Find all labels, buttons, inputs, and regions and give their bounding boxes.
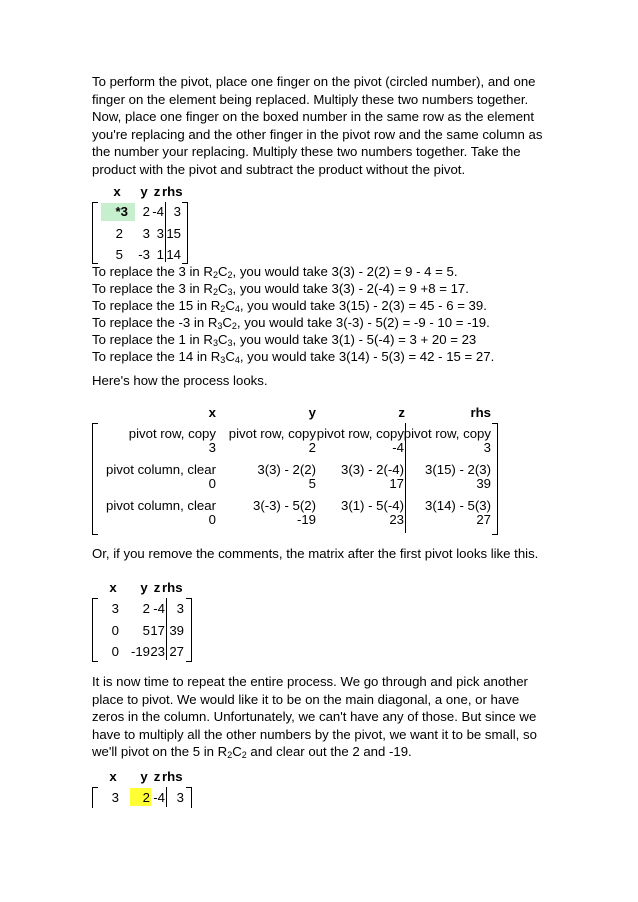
replacement-line: To replace the 3 in $R_2C_3$, you would take 3(3) - 2(-4) = 9 +8 = 17.: [92, 281, 469, 297]
cell: 3: [176, 601, 184, 616]
header-rhs: rhs: [162, 580, 183, 595]
cell: -4: [152, 204, 164, 219]
cell: 2: [142, 790, 150, 805]
header-y: y: [308, 405, 316, 420]
cell: 3: [111, 601, 119, 616]
cell: 3: [142, 226, 150, 241]
matrix-4-right-bracket: [186, 787, 192, 808]
cell-value: 39: [476, 476, 491, 491]
replacement-line: To replace the -3 in $R_3C_2$, you would take 3(-3) - 5(2) = -9 - 10 = -19.: [92, 315, 490, 331]
header-x: x: [113, 184, 121, 199]
cell: 5: [142, 623, 150, 638]
cell-value: -19: [296, 512, 316, 527]
cell: *3: [115, 204, 128, 219]
cell: 3: [111, 790, 119, 805]
cell: 14: [166, 247, 181, 262]
cell: 17: [150, 623, 165, 638]
header-y: y: [140, 580, 148, 595]
cell: 15: [166, 226, 181, 241]
matrix-2-left-bracket: [92, 423, 98, 535]
cell: 1: [156, 247, 164, 262]
header-z: z: [153, 184, 161, 199]
cell-note: 3(1) - 5(-4): [340, 498, 404, 513]
matrix-4-left-bracket: [92, 787, 98, 808]
cell-note: 3(14) - 5(3): [425, 498, 491, 513]
header-x: x: [208, 405, 216, 420]
header-y: y: [140, 769, 148, 784]
cell: 3: [156, 226, 164, 241]
header-z: z: [153, 769, 161, 784]
matrix-3-left-bracket: [92, 598, 98, 662]
cell-value: 23: [389, 512, 404, 527]
cell: -4: [153, 601, 165, 616]
cell: 3: [176, 790, 184, 805]
replacement-line: To replace the 1 in $R_3C_3$, you would take 3(1) - 5(-4) = 3 + 20 = 23: [92, 332, 477, 348]
cell-note: pivot row, copy: [128, 426, 216, 441]
cell-note: 3(-3) - 5(2): [252, 498, 316, 513]
cell: 2: [142, 601, 150, 616]
cell-value: 3: [208, 440, 216, 455]
cell-note: 3(3) - 2(2): [257, 462, 316, 477]
cell-value: 3: [483, 440, 491, 455]
cell-note: 3(3) - 2(-4): [340, 462, 404, 477]
cell: -3: [138, 247, 150, 262]
header-z: z: [398, 405, 405, 420]
cell-note: pivot row, copy: [403, 426, 491, 441]
header-z: z: [153, 580, 161, 595]
cell-value: 17: [389, 476, 404, 491]
cell-note: pivot row, copy: [316, 426, 404, 441]
matrix-1-right-bracket: [182, 202, 188, 264]
cell-value: 0: [208, 512, 216, 527]
header-y: y: [140, 184, 148, 199]
header-x: x: [109, 769, 117, 784]
matrix-1-left-bracket: [92, 202, 98, 264]
cell: 27: [169, 644, 184, 659]
cell-value: 2: [308, 440, 316, 455]
replacement-line: To replace the 3 in $R_2C_2$, you would take 3(3) - 2(2) = 9 - 4 = 5.: [92, 264, 458, 280]
intro-paragraph: To perform the pivot, place one finger on the pivot (circled number), and one finger on the element being replaced. Multiply these two numbers together. Now, place one finger on the boxed number in the same row as the element you're replacing and the other finger in the pivot row and the same column as the number your replacing. Multiply these two numbers together. Take the product with the pivot and subtract the product without the pivot.: [92, 74, 543, 177]
cell-value: 5: [308, 476, 316, 491]
process-intro: Here's how the process looks.: [92, 373, 268, 388]
cell: 5: [115, 247, 123, 262]
matrix-2-right-bracket: [492, 423, 498, 535]
cell-note: 3(15) - 2(3): [425, 462, 491, 477]
repeat-paragraph: It is now time to repeat the entire process. We go through and pick another place to pivot. We would like it to be on the main diagonal, a one, or have zeros in the column. Unfortunately, we can't have any of those. But since we have to multiply all the other numbers by the pivot, we want it to be small, so we'll pivot on the 5 in $R_2C_2$ and clear out the 2 and -19.: [92, 674, 537, 760]
cell: 2: [115, 226, 123, 241]
cell-value: 0: [208, 476, 216, 491]
header-rhs: rhs: [162, 769, 183, 784]
cell: 23: [150, 644, 165, 659]
cell: 3: [173, 204, 181, 219]
replacement-line: To replace the 15 in $R_2C_4$, you would take 3(15) - 2(3) = 45 - 6 = 39.: [92, 298, 487, 314]
header-rhs: rhs: [162, 184, 183, 199]
cell: 2: [142, 204, 150, 219]
cell: -4: [153, 790, 165, 805]
cell-value: -4: [392, 440, 404, 455]
cell-note: pivot column, clear: [106, 498, 216, 513]
cell: 39: [169, 623, 184, 638]
header-rhs: rhs: [470, 405, 491, 420]
cell: -19: [130, 644, 150, 659]
replacement-line: To replace the 14 in $R_3C_4$, you would take 3(14) - 5(3) = 42 - 15 = 27.: [92, 349, 495, 365]
cell-value: 27: [476, 512, 491, 527]
matrix-3-right-bracket: [186, 598, 192, 662]
cell: 0: [111, 623, 119, 638]
cell-note: pivot row, copy: [228, 426, 316, 441]
cell: 0: [111, 644, 119, 659]
cell-note: pivot column, clear: [106, 462, 216, 477]
after-pivot-text: Or, if you remove the comments, the matrix after the first pivot looks like this.: [92, 546, 539, 561]
header-x: x: [109, 580, 117, 595]
